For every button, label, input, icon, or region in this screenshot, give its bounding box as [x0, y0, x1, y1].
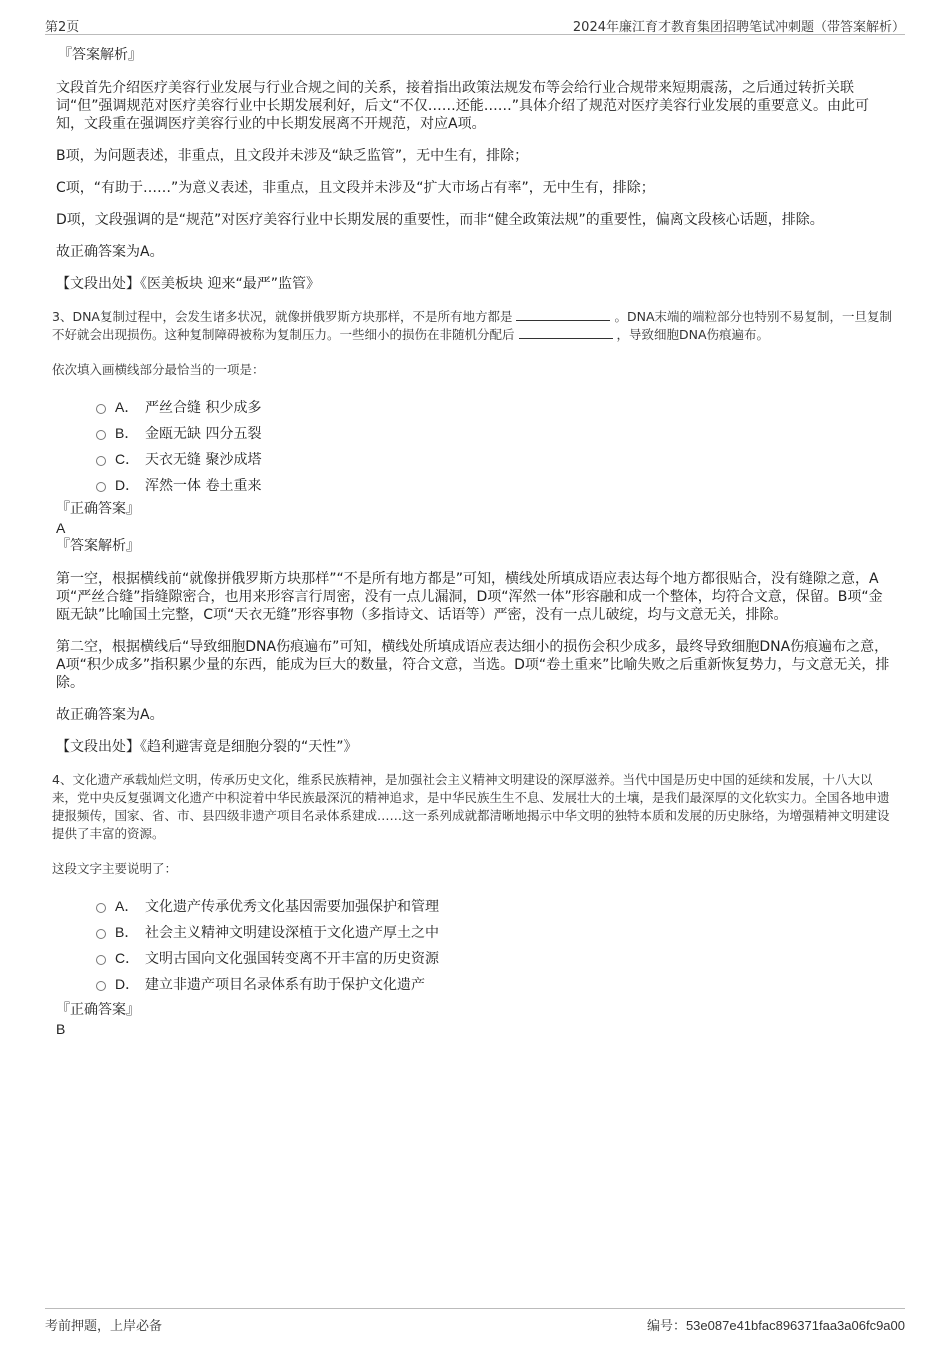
analysis-paragraph: D项，文段强调的是“规范”对医疗美容行业中长期发展的重要性，而非“健全政策法规”的重要性，偏离文段核心话题，排除。 — [56, 212, 824, 228]
page-header — [45, 14, 905, 35]
analysis-paragraph: 第二空，根据横线后“导致细胞DNA伤痕遍布”可知，横线处所填成语应表达细小的损伤会积少成多，最终导致细胞DNA伤痕遍布之意，A项“积少成多”指积累少量的东西，能成为巨大的数量，符合文意，当选。D项“卷土重来”比喻失败之后重新恢复势力，与文意无关，排除。 — [56, 639, 890, 691]
radio-icon[interactable] — [96, 955, 106, 965]
page-content — [52, 46, 896, 1038]
footer-slogan: 考前押题，上岸必备 — [45, 1319, 163, 1334]
radio-icon[interactable] — [96, 456, 106, 466]
option-b[interactable]: B． 社会主义精神文明建设深植于文化遗产厚土之中 — [96, 919, 896, 945]
fill-blank — [516, 308, 610, 321]
source-citation: 【文段出处】《医美板块 迎来“最严”监管》 — [56, 276, 320, 292]
correct-answer: A — [56, 520, 66, 536]
fill-blank — [519, 326, 613, 339]
analysis-label: 『答案解析』 — [56, 538, 140, 554]
analysis-paragraph: C项，“有助于……”为意义表述，非重点，且文段并未涉及“扩大市场占有率”，无中生有，排除； — [56, 180, 655, 196]
answer-label: 『正确答案』 — [56, 1002, 140, 1018]
answer-label: 『正确答案』 — [56, 501, 140, 517]
stem-part: ，导致细胞DNA伤痕遍布。 — [616, 327, 770, 342]
radio-icon[interactable] — [96, 981, 106, 991]
option-d[interactable]: D． 浑然一体 卷土重来 — [96, 472, 896, 498]
code-value: 53e087e41bfac896371faa3a06fc9a00 — [685, 1318, 905, 1333]
analysis-paragraph: 文段首先介绍医疗美容行业发展与行业合规之间的关系，接着指出政策法规发布等会给行业合规带来短期震荡，之后通过转折关联词“但”强调规范对医疗美容行业中长期发展利好，后文“不仅……还能……”具体介绍了规范对医疗美容行业发展的重要意义。由此可知，文段重在强调医疗美容行业的中长期发展离不开规范，对应A项。 — [56, 80, 870, 132]
page-footer — [45, 1308, 905, 1333]
radio-icon[interactable] — [96, 404, 106, 414]
analysis-conclusion: 故正确答案为A。 — [56, 707, 164, 723]
analysis-conclusion: 故正确答案为A。 — [56, 244, 164, 260]
stem-part: 。DNA末端的端粒部分也特别不易复制，一旦复制不好就会出现损伤。这种复制障碍被称为复制压力。一些细小的损伤在非随机分配后 — [52, 309, 893, 342]
option-d[interactable]: D． 建立非遗产项目名录体系有助于保护文化遗产 — [96, 971, 896, 997]
option-b[interactable]: B． 金瓯无缺 四分五裂 — [96, 420, 896, 446]
analysis-paragraph: 第一空，根据横线前“就像拼俄罗斯方块那样”“不是所有地方都是”可知，横线处所填成语应表达每个地方都很贴合，没有缝隙之意，A项“严丝合缝”指缝隙密合，也用来形容言行周密，没有一点儿漏洞，D项“浑然一体”形容融和成一个整体，均符合文意，保留。B项“金瓯无缺”比喻国土完整，C项“天衣无缝”形容事物（多指诗文、话语等）严密，没有一点儿破绽，均与文意无关，排除。 — [56, 571, 883, 623]
document-title: 2024年廉江育才教育集团招聘笔试冲刺题（带答案解析） — [572, 20, 905, 35]
radio-icon[interactable] — [96, 430, 106, 440]
options-list — [96, 893, 896, 997]
correct-answer: B — [56, 1021, 66, 1037]
analysis-paragraph: B项，为问题表述，非重点，且文段并未涉及“缺乏监管”，无中生有，排除； — [56, 148, 529, 164]
radio-icon[interactable] — [96, 903, 106, 913]
question-prompt: 这段文字主要说明了： — [52, 861, 178, 876]
option-a[interactable]: A． 严丝合缝 积少成多 — [96, 394, 896, 420]
question-stem — [52, 308, 896, 344]
question-prompt: 依次填入画横线部分最恰当的一项是： — [52, 362, 265, 377]
document-code — [647, 1315, 905, 1334]
option-a[interactable]: A． 文化遗产传承优秀文化基因需要加强保护和管理 — [96, 893, 896, 919]
option-c[interactable]: C． 天衣无缝 聚沙成塔 — [96, 446, 896, 472]
options-list — [96, 394, 896, 498]
analysis-label: 『答案解析』 — [58, 47, 142, 63]
option-c[interactable]: C． 文明古国向文化强国转变离不开丰富的历史资源 — [96, 945, 896, 971]
page-number: 第2页 — [45, 20, 80, 35]
stem-part: 3、DNA复制过程中，会发生诸多状况，就像拼俄罗斯方块那样，不是所有地方都是 — [52, 309, 513, 324]
radio-icon[interactable] — [96, 482, 106, 492]
source-citation: 【文段出处】《趋利避害竟是细胞分裂的“天性”》 — [56, 739, 358, 755]
code-label: 编号： — [646, 1319, 686, 1334]
radio-icon[interactable] — [96, 929, 106, 939]
question-stem: 4、文化遗产承载灿烂文明，传承历史文化，维系民族精神，是加强社会主义精神文明建设的深厚滋养。当代中国是历史中国的延续和发展，十八大以来，党中央反复强调文化遗产中积淀着中华民族最深沉的精神追求，是中华民族生生不息、发展壮大的土壤，是我们最深厚的文化软实力。全国各地申遗捷报频传，国家、省、市、县四级非遗产项目名录体系建成……这一系列成就都清晰地揭示中华文明的独特本质和发展的历史脉络，为增强精神文明建设提供了丰富的资源。 — [52, 772, 890, 841]
